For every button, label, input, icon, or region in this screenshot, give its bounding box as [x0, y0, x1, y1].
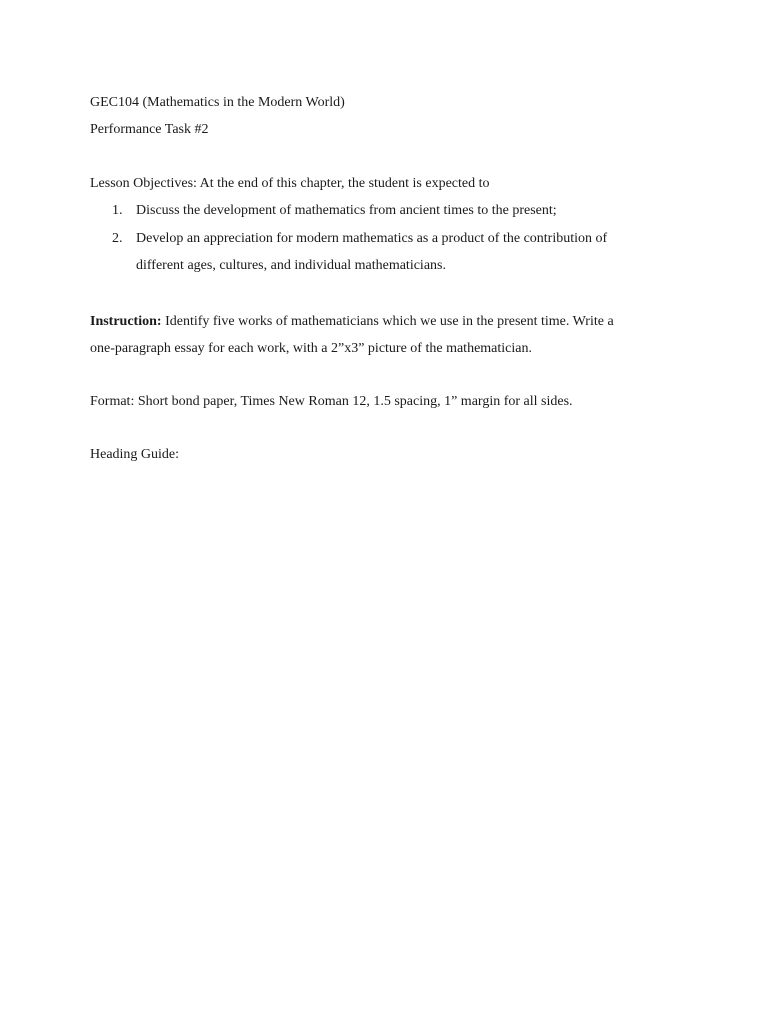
objective-text-continued: different ages, cultures, and individual mathematicians. — [136, 258, 446, 273]
objective-number: 2. — [112, 231, 123, 246]
instruction-label: Instruction: — [90, 314, 162, 329]
heading-guide: Heading Guide: — [90, 447, 180, 462]
objective-text: Discuss the development of mathematics from ancient times to the present; — [136, 203, 557, 218]
objectives-intro: Lesson Objectives: At the end of this chapter, the student is expected to — [90, 176, 490, 191]
objective-text: Develop an appreciation for modern mathematics as a product of the contribution of — [136, 231, 608, 246]
instruction-text-continued: one-paragraph essay for each work, with a 2”x3” picture of the mathematician. — [90, 341, 532, 356]
instruction-paragraph — [90, 313, 614, 331]
format-line: Format: Short bond paper, Times New Roman 12, 1.5 spacing, 1” margin for all sides. — [90, 394, 573, 409]
task-title: Performance Task #2 — [90, 122, 209, 137]
objective-number: 1. — [112, 203, 123, 218]
course-title: GEC104 (Mathematics in the Modern World) — [90, 95, 345, 110]
instruction-text: Identify five works of mathematicians which we use in the present time. Write a — [161, 314, 614, 329]
